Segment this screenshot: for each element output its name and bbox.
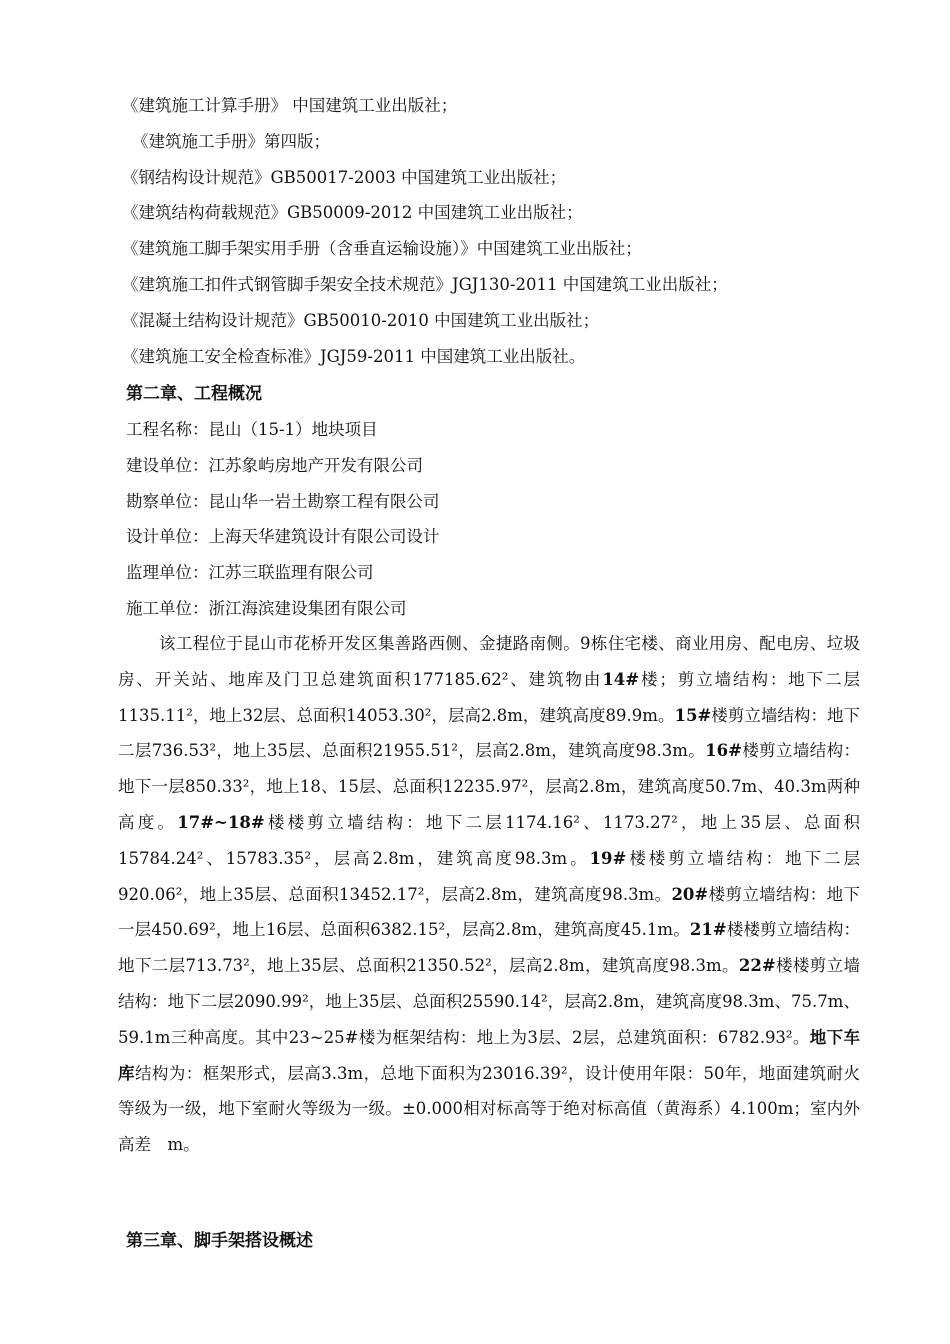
project-info-label: 建设单位： [126, 455, 209, 475]
description-text: 楼剪立墙结构：地下一层850.33²，地上18、15层、总面积12235.97²，层高2.8m，建筑高度50.7m、40.3m两种高度。 [118, 741, 860, 832]
description-text: 楼楼剪立墙结构：地下二层1174.16²、1173.27²，地上35层、总面积15784.24²、15783.35²，层高2.8m，建筑高度98.3m。 [118, 812, 860, 868]
reference-item: 《混凝土结构设计规范》GB50010-2010 中国建筑工业出版社； [122, 310, 600, 330]
reference-item: 《钢结构设计规范》GB50017-2003 中国建筑工业出版社； [122, 167, 567, 187]
project-info-label: 勘察单位： [126, 491, 209, 511]
project-description [118, 626, 860, 1163]
project-info-row [126, 416, 826, 452]
description-text: 楼剪立墙结构：地下二层736.53²，地上35层、总面积21955.51²，层高2.8m，建筑高度98.3m。 [118, 705, 860, 761]
reference-item: 《建筑结构荷载规范》GB50009-2012 中国建筑工业出版社； [122, 203, 583, 223]
project-info-value: 江苏象屿房地产开发有限公司 [208, 455, 423, 475]
building-label: 15# [674, 705, 712, 725]
project-info-value: 浙江海滨建设集团有限公司 [208, 598, 407, 618]
chapter-3-heading: 第三章、脚手架搭设概述 [126, 1231, 313, 1251]
project-info-value: 江苏三联监理有限公司 [208, 563, 374, 583]
reference-item: 《建筑施工安全检查标准》JGJ59-2011 中国建筑工业出版社。 [122, 346, 586, 366]
building-label: 地下车库 [118, 1027, 861, 1083]
reference-item: 《建筑施工手册》第四版； [132, 131, 330, 151]
description-text: 楼楼剪立墙结构：地下二层920.06²，地上35层、总面积13452.17²，层高2.8m，建筑高度98.3m。 [118, 848, 860, 904]
project-info-label: 监理单位： [126, 563, 209, 583]
building-label: 17#~18# [177, 812, 265, 832]
project-info-row [126, 559, 826, 595]
project-info-value: 上海天华建筑设计有限公司设计 [208, 527, 440, 547]
building-label: 16# [705, 741, 742, 761]
building-label: 14# [602, 669, 640, 689]
project-info-value: 昆山华一岩土勘察工程有限公司 [208, 491, 440, 511]
description-text: 楼楼剪立墙结构：地下二层2090.99²，地上35层、总面积25590.14²，层高2.8m，建筑高度98.3m、75.7m、59.1m三种高度。其中23~25#楼为框架结构：地上为3层、2层，总建筑面积：6782.93²。 [118, 956, 860, 1047]
project-info-label: 工程名称： [126, 420, 209, 439]
project-info-list [126, 416, 826, 631]
description-text: 该工程位于昆山市花桥开发区集善路西侧、金捷路南侧。9栋住宅楼、商业用房、配电房、垃圾房、开关站、地库及门卫总建筑面积177185.62²、建筑物由 [118, 634, 860, 689]
description-text: 楼剪立墙结构：地下一层450.69²，地上16层、总面积6382.15²，层高2.8m，建筑高度45.1m。 [118, 884, 860, 940]
reference-item: 《建筑施工脚手架实用手册（含垂直运输设施）》中国建筑工业出版社； [122, 239, 642, 259]
project-info-row [126, 488, 826, 524]
description-text: 楼楼剪立墙结构：地下二层713.73²，地上35层、总面积21350.52²，层高2.8m，建筑高度98.3m。 [118, 920, 860, 976]
project-info-value: 昆山（15-1）地块项目 [208, 420, 378, 439]
reference-item: 《建筑施工扣件式钢管脚手架安全技术规范》JGJ130-2011 中国建筑工业出版社； [122, 274, 728, 294]
description-text: 结构为：框架形式，层高3.3m，总地下面积为23016.39²，设计使用年限：50年，地面建筑耐火等级为一级，地下室耐火等级为一级。±0.000相对标高等于绝对标高值（黄海系）4.100m；室内外高差 m。 [118, 1063, 861, 1155]
project-info-label: 施工单位： [126, 598, 209, 618]
project-info-label: 设计单位： [126, 527, 209, 547]
project-info-row [126, 452, 826, 488]
description-text: 楼；剪立墙结构：地下二层1135.11²，地上32层、总面积14053.30²，层高2.8m，建筑高度89.9m。 [118, 669, 861, 725]
chapter-2-heading: 第二章、工程概况 [126, 384, 262, 404]
reference-list [122, 92, 922, 378]
building-label: 20# [671, 884, 709, 904]
building-label: 22# [738, 956, 776, 976]
building-label: 21# [689, 920, 727, 940]
reference-item: 《建筑施工计算手册》 中国建筑工业出版社； [122, 96, 458, 115]
building-label: 19# [589, 848, 627, 868]
project-info-row [126, 523, 826, 559]
